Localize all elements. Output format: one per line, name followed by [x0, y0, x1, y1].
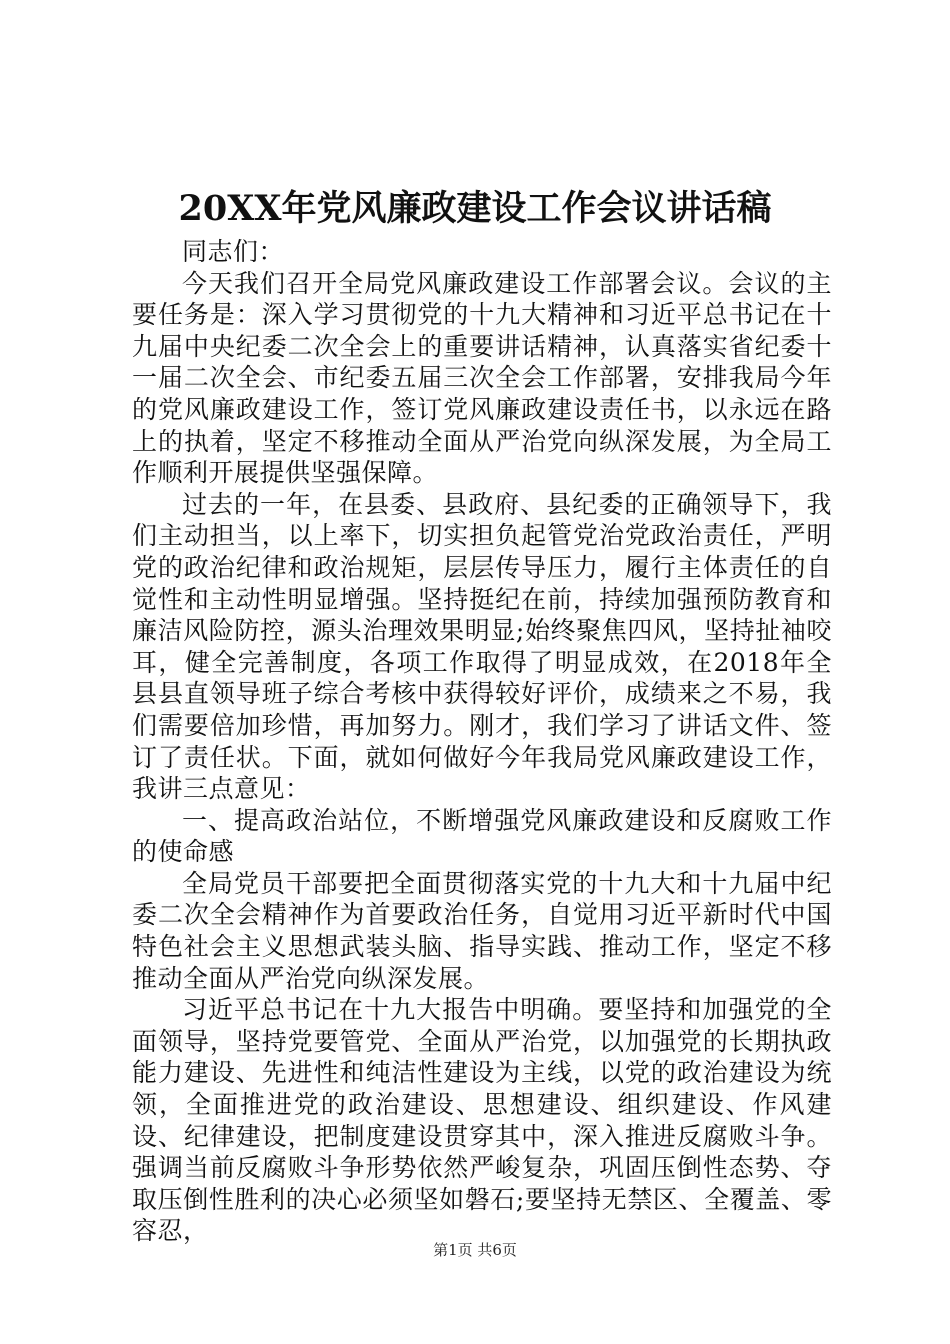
page-footer — [0, 1240, 950, 1260]
page-number-indicator: 第1页 共6页 — [433, 1241, 517, 1259]
document-title: 20XX年党风廉政建设工作会议讲话稿 — [178, 188, 772, 229]
body-paragraph: 过去的一年，在县委、县政府、县纪委的正确领导下，我们主动担当，以上率下，切实担负起管党治党政治责任，严明党的政治纪律和政治规矩，层层传导压力，履行主体责任的自觉性和主动性明显增强。坚持挺纪在前，持续加强预防教育和廉洁风险防控，源头治理效果明显;始终聚焦四风，坚持扯袖咬耳，健全完善制度，各项工作取得了明显成效，在2018年全县县直领导班子综合考核中获得较好评价，成绩来之不易，我们需要倍加珍惜，再加努力。刚才，我们学习了讲话文件、签订了责任状。下面，就如何做好今年我局党风廉政建设工作，我讲三点意见： — [132, 489, 832, 804]
body-paragraph: 习近平总书记在十九大报告中明确。要坚持和加强党的全面领导，坚持党要管党、全面从严治党，以加强党的长期执政能力建设、先进性和纯洁性建设为主线，以党的政治建设为统领，全面推进党的政治建设、思想建设、组织建设、作风建设、纪律建设，把制度建设贯穿其中，深入推进反腐败斗争。强调当前反腐败斗争形势依然严峻复杂，巩固压倒性态势、夺取压倒性胜利的决心必须坚如磐石;要坚持无禁区、全覆盖、零容忍， — [132, 995, 832, 1246]
body-paragraph: 全局党员干部要把全面贯彻落实党的十九大和十九届中纪委二次全会精神作为首要政治任务，自觉用习近平新时代中国特色社会主义思想武装头脑、指导实践、推动工作，坚定不移推动全面从严治党向纵深发展。 — [132, 868, 832, 993]
section-heading: 一、提高政治站位，不断增强党风廉政建设和反腐败工作的使命感 — [132, 805, 832, 867]
salutation-paragraph: 同志们： — [182, 237, 285, 266]
body-paragraph: 今天我们召开全局党风廉政建设工作部署会议。会议的主要任务是：深入学习贯彻党的十九大精神和习近平总书记在十九届中央纪委二次全会上的重要讲话精神，认真落实省纪委十一届二次全会、市纪委五届三次全会工作部署，安排我局今年的党风廉政建设工作，签订党风廉政建设责任书，以永远在路上的执着，坚定不移推动全面从严治党向纵深发展，为全局工作顺利开展提供坚强保障。 — [132, 268, 832, 488]
document-body — [132, 236, 832, 1247]
